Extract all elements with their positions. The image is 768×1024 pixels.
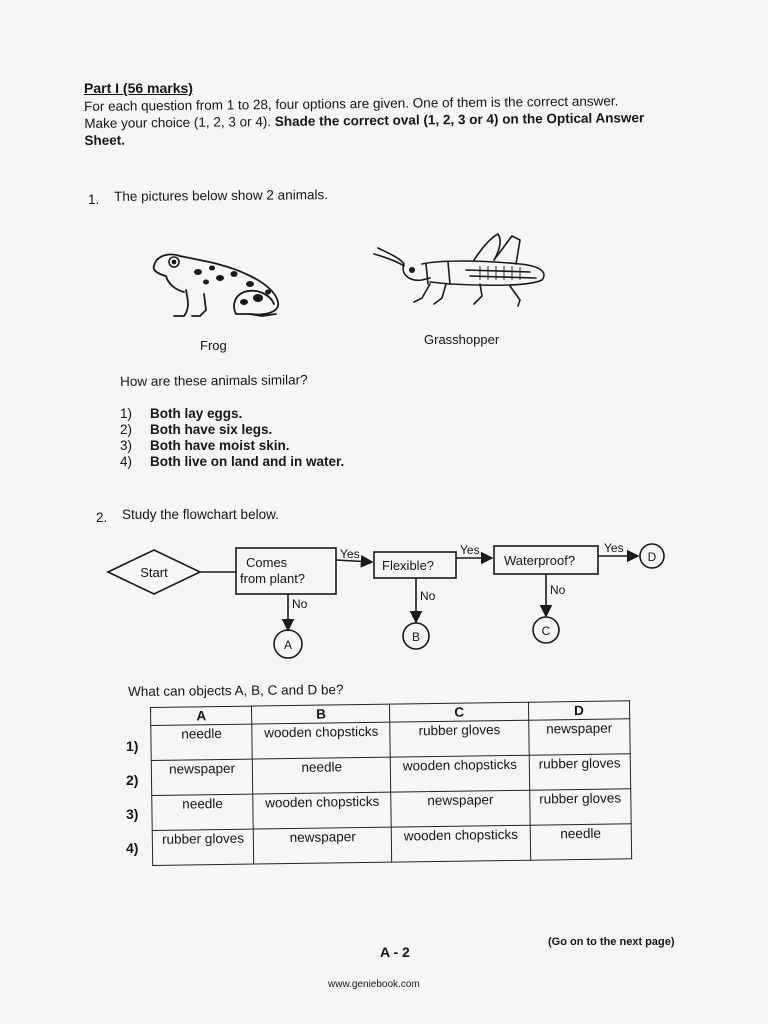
- q1-number: 1.: [88, 192, 100, 207]
- row-label: 2): [126, 772, 139, 788]
- header-d: D: [528, 701, 630, 720]
- page-number: A - 2: [380, 944, 410, 960]
- instructions-plain: For each question from 1 to 28, four options are given. One of them is the correct answer. Make your choice (1, 2, 3 or 4).: [84, 93, 619, 131]
- out-a: A: [283, 638, 293, 652]
- out-b: B: [411, 630, 421, 644]
- out-c: C: [541, 624, 551, 638]
- table-cell: rubber gloves: [390, 720, 529, 757]
- table-cell: newspaper: [151, 759, 253, 795]
- yes-label-3: Yes: [604, 541, 624, 555]
- option-number: 4): [120, 454, 133, 469]
- table-cell: needle: [152, 794, 254, 830]
- table-cell: needle: [151, 724, 253, 760]
- option-3: [120, 438, 344, 454]
- no-label-2: No: [420, 589, 436, 603]
- option-text: Both live on land and in water.: [150, 454, 345, 469]
- table-row-labels: [126, 738, 138, 874]
- option-4: [120, 454, 344, 470]
- source-url: www.geniebook.com: [328, 979, 420, 990]
- box2-label: Flexible?: [382, 558, 435, 573]
- box3-label: Waterproof?: [504, 553, 576, 568]
- option-number: 1): [120, 406, 133, 421]
- table-cell: rubber gloves: [152, 829, 254, 865]
- table-cell: wooden chopsticks: [391, 755, 530, 792]
- frog-icon: [146, 244, 296, 324]
- header-b: B: [252, 704, 390, 724]
- box1-line2: from plant?: [240, 571, 306, 586]
- option-number: 2): [120, 422, 133, 437]
- header-c: C: [390, 702, 528, 722]
- q2-question: What can objects A, B, C and D be?: [128, 682, 344, 699]
- next-page-note: (Go on to the next page): [548, 936, 675, 948]
- no-label-1: No: [292, 597, 308, 611]
- no-label-3: No: [550, 583, 566, 597]
- start-label: Start: [140, 565, 168, 580]
- yes-label-2: Yes: [460, 543, 480, 557]
- table-cell: needle: [253, 757, 392, 794]
- row-label: 3): [126, 806, 139, 822]
- table-cell: newspaper: [391, 790, 530, 827]
- q2-text: Study the flowchart below.: [122, 507, 279, 522]
- answer-table: [150, 700, 632, 866]
- frog-label: Frog: [200, 338, 227, 353]
- q1-options: [120, 406, 344, 470]
- grasshopper-icon: [370, 230, 560, 310]
- option-number: 3): [120, 438, 133, 453]
- part-title: Part I (56 marks): [84, 80, 193, 96]
- table-cell: needle: [530, 824, 632, 860]
- q1-text: The pictures below show 2 animals.: [114, 187, 328, 204]
- instructions-bold: Shade the correct oval (1, 2, 3 or 4) on the Optical Answer Sheet.: [84, 110, 645, 148]
- table-row: [152, 824, 631, 866]
- table-cell: wooden chopsticks: [252, 722, 391, 759]
- q2-number: 2.: [96, 510, 108, 525]
- table-cell: newspaper: [254, 827, 393, 864]
- out-d: D: [647, 550, 657, 564]
- box1-line1: Comes: [246, 555, 288, 570]
- row-label: 4): [126, 840, 139, 856]
- row-label: 1): [126, 738, 139, 754]
- flowchart: [100, 536, 680, 668]
- table-cell: rubber gloves: [529, 789, 631, 825]
- option-text: Both have moist skin.: [150, 438, 290, 453]
- option-text: Both lay eggs.: [150, 406, 243, 421]
- table-cell: wooden chopsticks: [392, 825, 531, 862]
- header-a: A: [151, 706, 253, 725]
- option-text: Both have six legs.: [150, 422, 273, 437]
- grasshopper-label: Grasshopper: [424, 332, 500, 347]
- instructions: [84, 92, 645, 149]
- table-cell: wooden chopsticks: [253, 792, 392, 829]
- table-cell: newspaper: [528, 719, 630, 755]
- table-cell: rubber gloves: [529, 754, 631, 790]
- option-2: [120, 422, 344, 438]
- option-1: [120, 406, 344, 422]
- q1-question: How are these animals similar?: [120, 372, 308, 389]
- yes-label-1: Yes: [340, 547, 360, 561]
